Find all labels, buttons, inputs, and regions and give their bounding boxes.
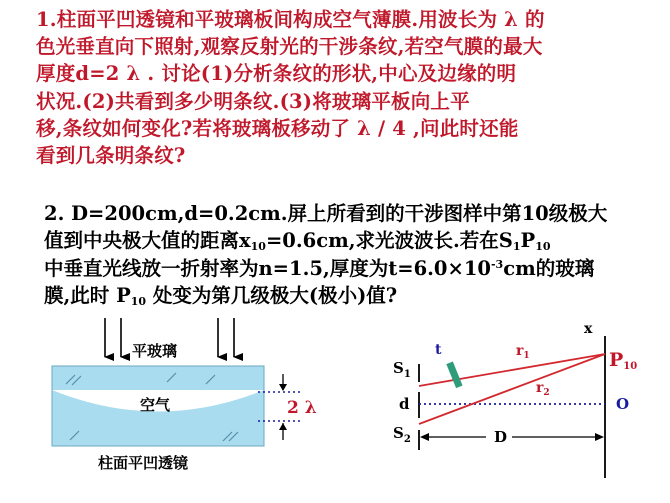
lens-plate-figure bbox=[52, 318, 317, 472]
problem-2-line-3 bbox=[44, 255, 654, 282]
problem-2-text bbox=[44, 200, 654, 310]
r2-main: r bbox=[536, 380, 544, 396]
subscript: 1 bbox=[512, 240, 521, 254]
text-span: cm的玻璃 bbox=[503, 256, 595, 280]
thickness-label: 2 λ bbox=[287, 398, 317, 418]
text-span: 中垂直光线放一折射率为n=1.5,厚度为t=6.0×10 bbox=[44, 256, 491, 280]
s1-label bbox=[393, 359, 411, 380]
problem-1-line-6: 看到几条明条纹? bbox=[36, 144, 186, 168]
r1-sub: 1 bbox=[523, 351, 530, 361]
text-span: 处变为第几级极大(极小)值? bbox=[146, 284, 398, 308]
problem-1-line-1: 1.柱面平凹透镜和平玻璃板间构成空气薄膜.用波长为 λ 的 bbox=[36, 8, 545, 31]
problem-1-text bbox=[36, 6, 636, 169]
p10-main: P bbox=[609, 349, 624, 371]
slit-distance-label: d bbox=[399, 395, 410, 413]
problem-1-line-3: 厚度d=2 λ . 讨论(1)分析条纹的形状,中心及边缘的明 bbox=[36, 62, 517, 86]
thickness-marker bbox=[258, 374, 317, 440]
problem-2-line-1: 2. D=200cm,d=0.2cm.屏上所看到的干涉图样中第10级极大 bbox=[44, 202, 608, 225]
problem-2-line-2 bbox=[44, 227, 654, 254]
text-span: =0.6cm,求光波波长.若在S bbox=[265, 229, 513, 253]
r1-label bbox=[516, 343, 530, 361]
figures bbox=[0, 300, 670, 503]
double-slit-figure bbox=[393, 321, 637, 478]
s2-label bbox=[393, 424, 411, 445]
r2-sub: 2 bbox=[543, 388, 550, 398]
r2-label bbox=[536, 380, 550, 398]
text-span: 膜,此时 P bbox=[44, 284, 131, 308]
x-axis-label: x bbox=[584, 321, 593, 337]
flat-glass-label: 平玻璃 bbox=[132, 342, 178, 360]
problem-1-line-2: 色光垂直向下照射,观察反射光的干涉条纹,若空气膜的最大 bbox=[36, 35, 543, 59]
r1-main: r bbox=[516, 343, 524, 359]
s2-sub: 2 bbox=[403, 434, 411, 445]
s2-main: S bbox=[393, 424, 404, 442]
p10-label bbox=[609, 349, 637, 372]
s1-main: S bbox=[393, 359, 404, 377]
origin-label: O bbox=[616, 395, 630, 413]
text-span: P bbox=[520, 229, 536, 253]
superscript: -3 bbox=[490, 257, 504, 271]
screen-distance-marker bbox=[420, 428, 604, 446]
air-label: 空气 bbox=[140, 396, 171, 414]
problem-1-line-5: 移,条纹如何变化?若将玻璃板移动了 λ / 4 ,问此时还能 bbox=[36, 116, 519, 140]
subscript: 10 bbox=[130, 295, 147, 309]
screen-distance-label: D bbox=[494, 428, 508, 446]
subscript: 10 bbox=[250, 240, 266, 254]
glass-film-t bbox=[446, 361, 462, 388]
film-thickness-label: t bbox=[435, 342, 442, 358]
ray-r1 bbox=[419, 354, 605, 386]
lens-label: 柱面平凹透镜 bbox=[98, 454, 189, 472]
subscript: 10 bbox=[535, 240, 551, 254]
text-span: 值到中央极大值的距离x bbox=[44, 229, 251, 253]
p10-sub: 10 bbox=[623, 361, 638, 372]
s1-sub: 1 bbox=[403, 369, 411, 380]
problem-1-line-4: 状况.(2)共看到多少明条纹.(3)将玻璃平板向上平 bbox=[36, 89, 470, 113]
